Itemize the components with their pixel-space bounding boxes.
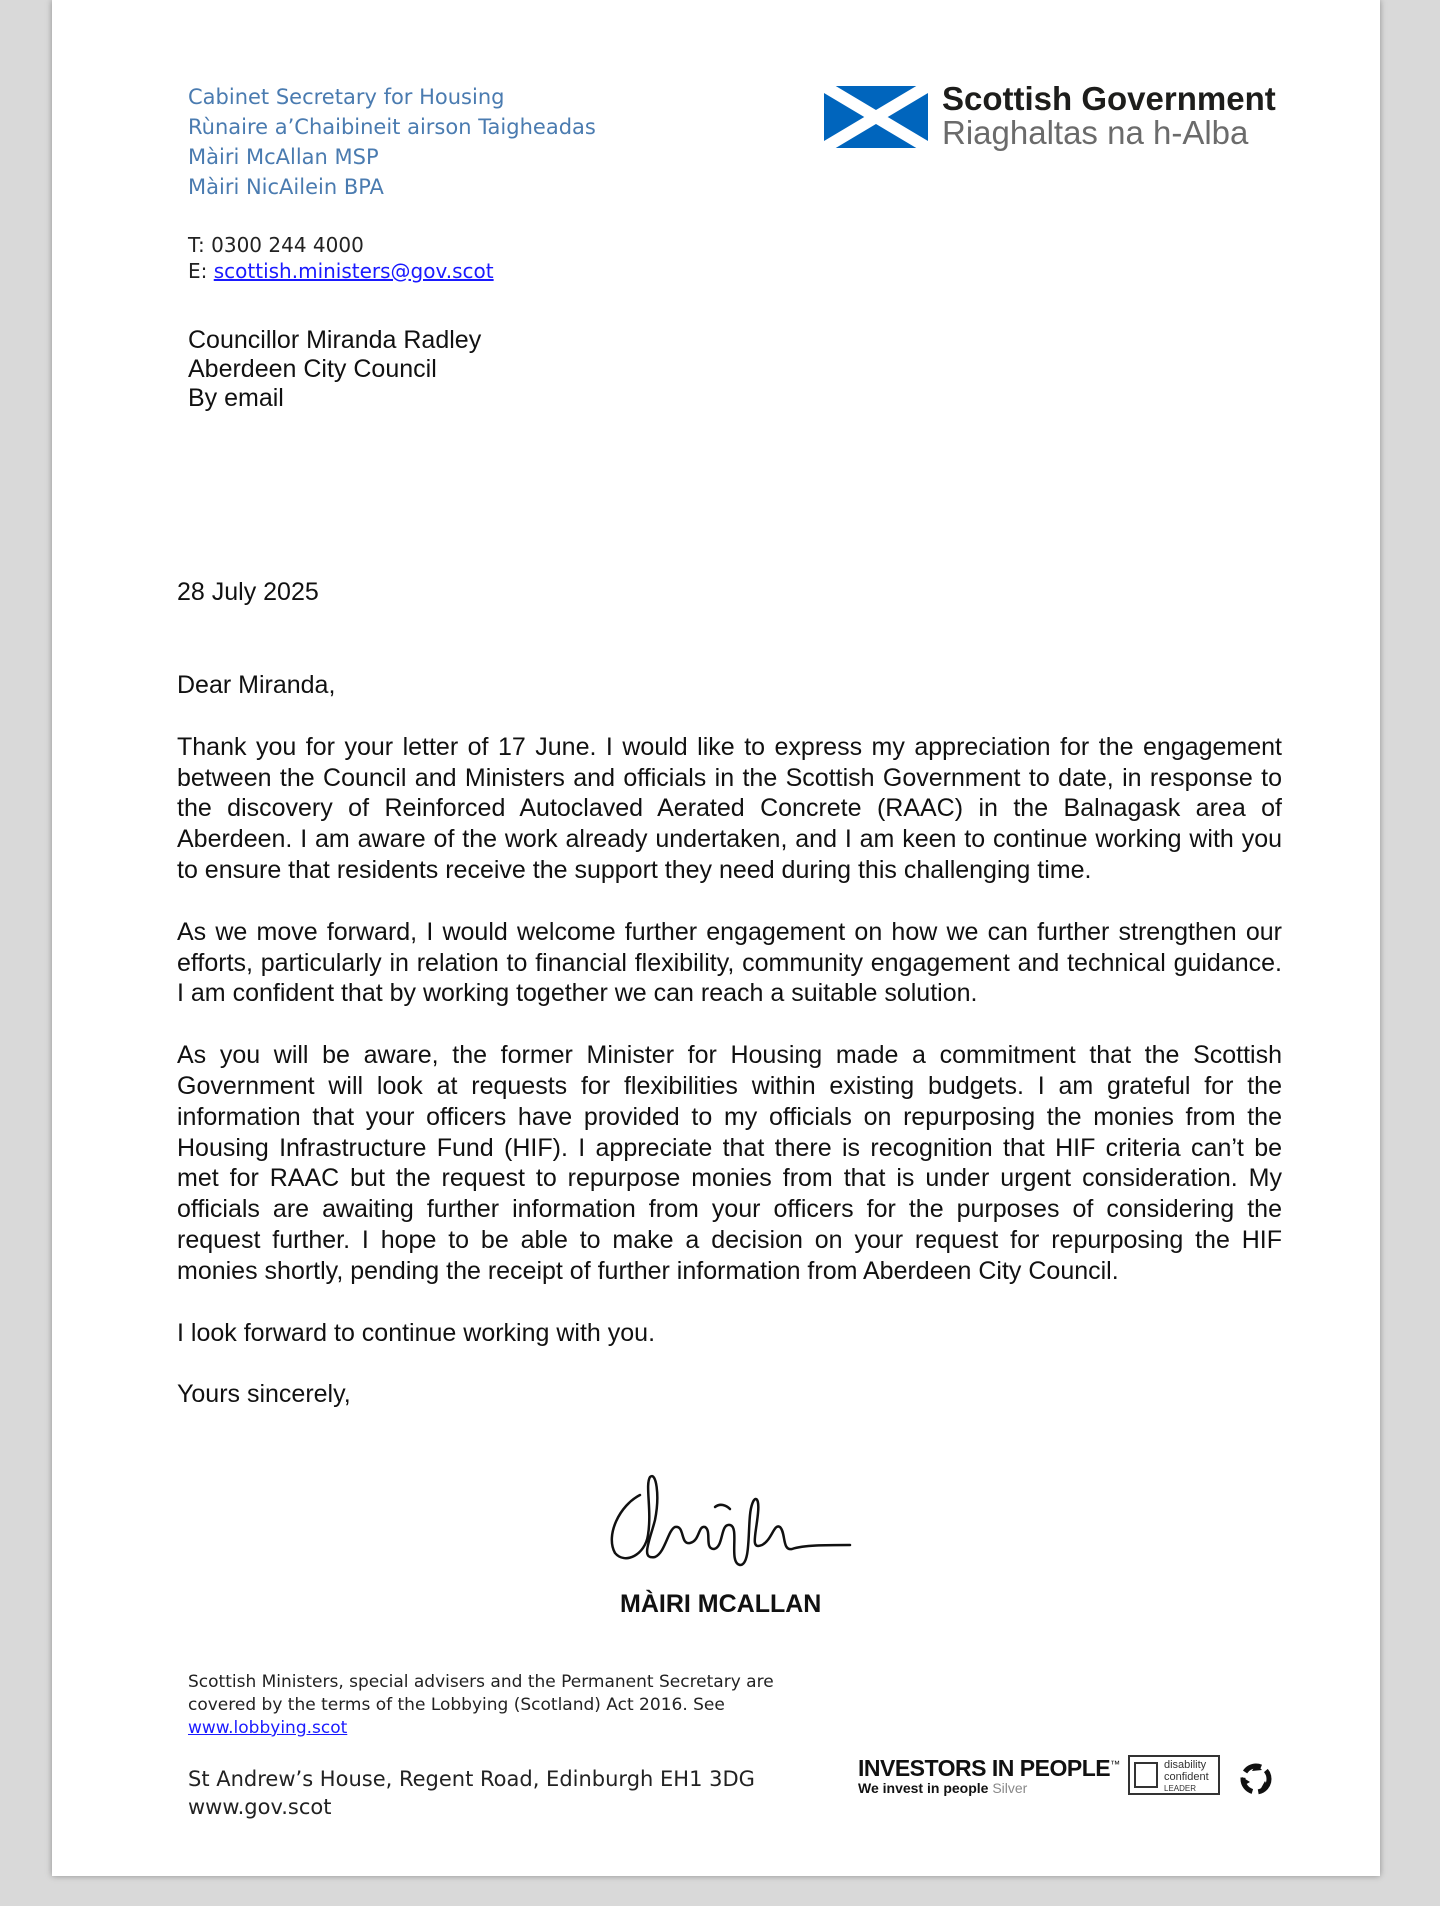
recipient-organisation: Aberdeen City Council xyxy=(188,355,437,383)
sender-name-gaelic: Màiri NicAilein BPA xyxy=(188,175,384,199)
sender-block xyxy=(188,82,596,202)
recycle-icon xyxy=(1238,1762,1274,1796)
letter-page xyxy=(52,0,1380,1876)
paragraph: As we move forward, I would welcome further engagement on how we can further strengthen our efforts, particularly in relation to financial flexibility, community engagement and technical guidance. I am confident that by working together we can reach a suitable solution. xyxy=(177,917,1282,1008)
lobbying-notice xyxy=(188,1671,828,1740)
sender-name: Màiri McAllan MSP xyxy=(188,145,379,169)
email-link[interactable]: scottish.ministers@gov.scot xyxy=(213,259,494,283)
closing: Yours sincerely, xyxy=(177,1380,351,1409)
lobbying-text: Scottish Ministers, special advisers and the Permanent Secretary are covered by the terms of the Lobbying (Scotland) Act 2016. See xyxy=(188,1672,774,1715)
letter-body xyxy=(177,670,1282,1441)
website: www.gov.scot xyxy=(188,1795,332,1819)
iip-title: INVESTORS IN PEOPLE™ xyxy=(858,1755,1120,1781)
paragraph: I look forward to continue working with you. xyxy=(177,1318,656,1347)
disability-confident-icon xyxy=(1134,1762,1158,1788)
address-line: St Andrew’s House, Regent Road, Edinburgh EH1 3DG xyxy=(188,1767,755,1791)
sender-title: Cabinet Secretary for Housing xyxy=(188,85,505,109)
recipient-name: Councillor Miranda Radley xyxy=(188,326,482,354)
sender-title-gaelic: Rùnaire a’Chaibineit airson Taigheadas xyxy=(188,115,596,139)
letter-date: 28 July 2025 xyxy=(177,578,319,606)
signer-name: MÀIRI MCALLAN xyxy=(620,1590,822,1618)
handwritten-signature xyxy=(600,1465,860,1575)
footer-address xyxy=(188,1765,755,1821)
logo-line-gaelic: Riaghaltas na h-Alba xyxy=(942,114,1249,151)
recipient-block xyxy=(188,326,481,413)
paragraph: As you will be aware, the former Minister for Housing made a commitment that the Scottish Government will look at requests for flexibilities within existing budgets. I am grateful for the information that your officers have provided to my officials on repurposing the monies from the Housing Infrastructure Fund (HIF). I appreciate that there is recognition that HIF criteria can’t be met for RAAC but the request to repurpose monies from that is under urgent consideration. My officials are awaiting further information from your officers for the purposes of considering the request further. I hope to be able to make a decision on your request for repurposing the HIF monies shortly, pending the receipt of further information from Aberdeen City Council. xyxy=(177,1041,1282,1285)
phone-number: T: 0300 244 4000 xyxy=(188,233,364,257)
logo-line-english: Scottish Government xyxy=(942,80,1276,117)
paragraph: Thank you for your letter of 17 June. I would like to express my appreciation for the engagement between the Council and Ministers and officials in the Scottish Government to date, in response to the discovery of Reinforced Autoclaved Aerated Concrete (RAAC) in the Balnagask area of Aberdeen. I am aware of the work already undertaken, and I am keen to continue working with you to ensure that residents receive the support they need during this challenging time. xyxy=(177,732,1282,884)
disability-confident-logo: disability confident LEADER xyxy=(1128,1755,1220,1795)
saltire-flag-icon xyxy=(824,86,928,148)
delivery-method: By email xyxy=(188,384,284,412)
email-line xyxy=(188,258,494,284)
salutation: Dear Miranda, xyxy=(177,671,336,699)
iip-tagline: We invest in people Silver xyxy=(858,1780,1028,1796)
investors-in-people-logo xyxy=(858,1755,1120,1796)
lobbying-link[interactable]: www.lobbying.scot xyxy=(188,1718,348,1738)
contact-block xyxy=(188,232,494,284)
email-prefix: E: xyxy=(188,259,214,283)
scottish-government-logo xyxy=(824,80,1304,160)
